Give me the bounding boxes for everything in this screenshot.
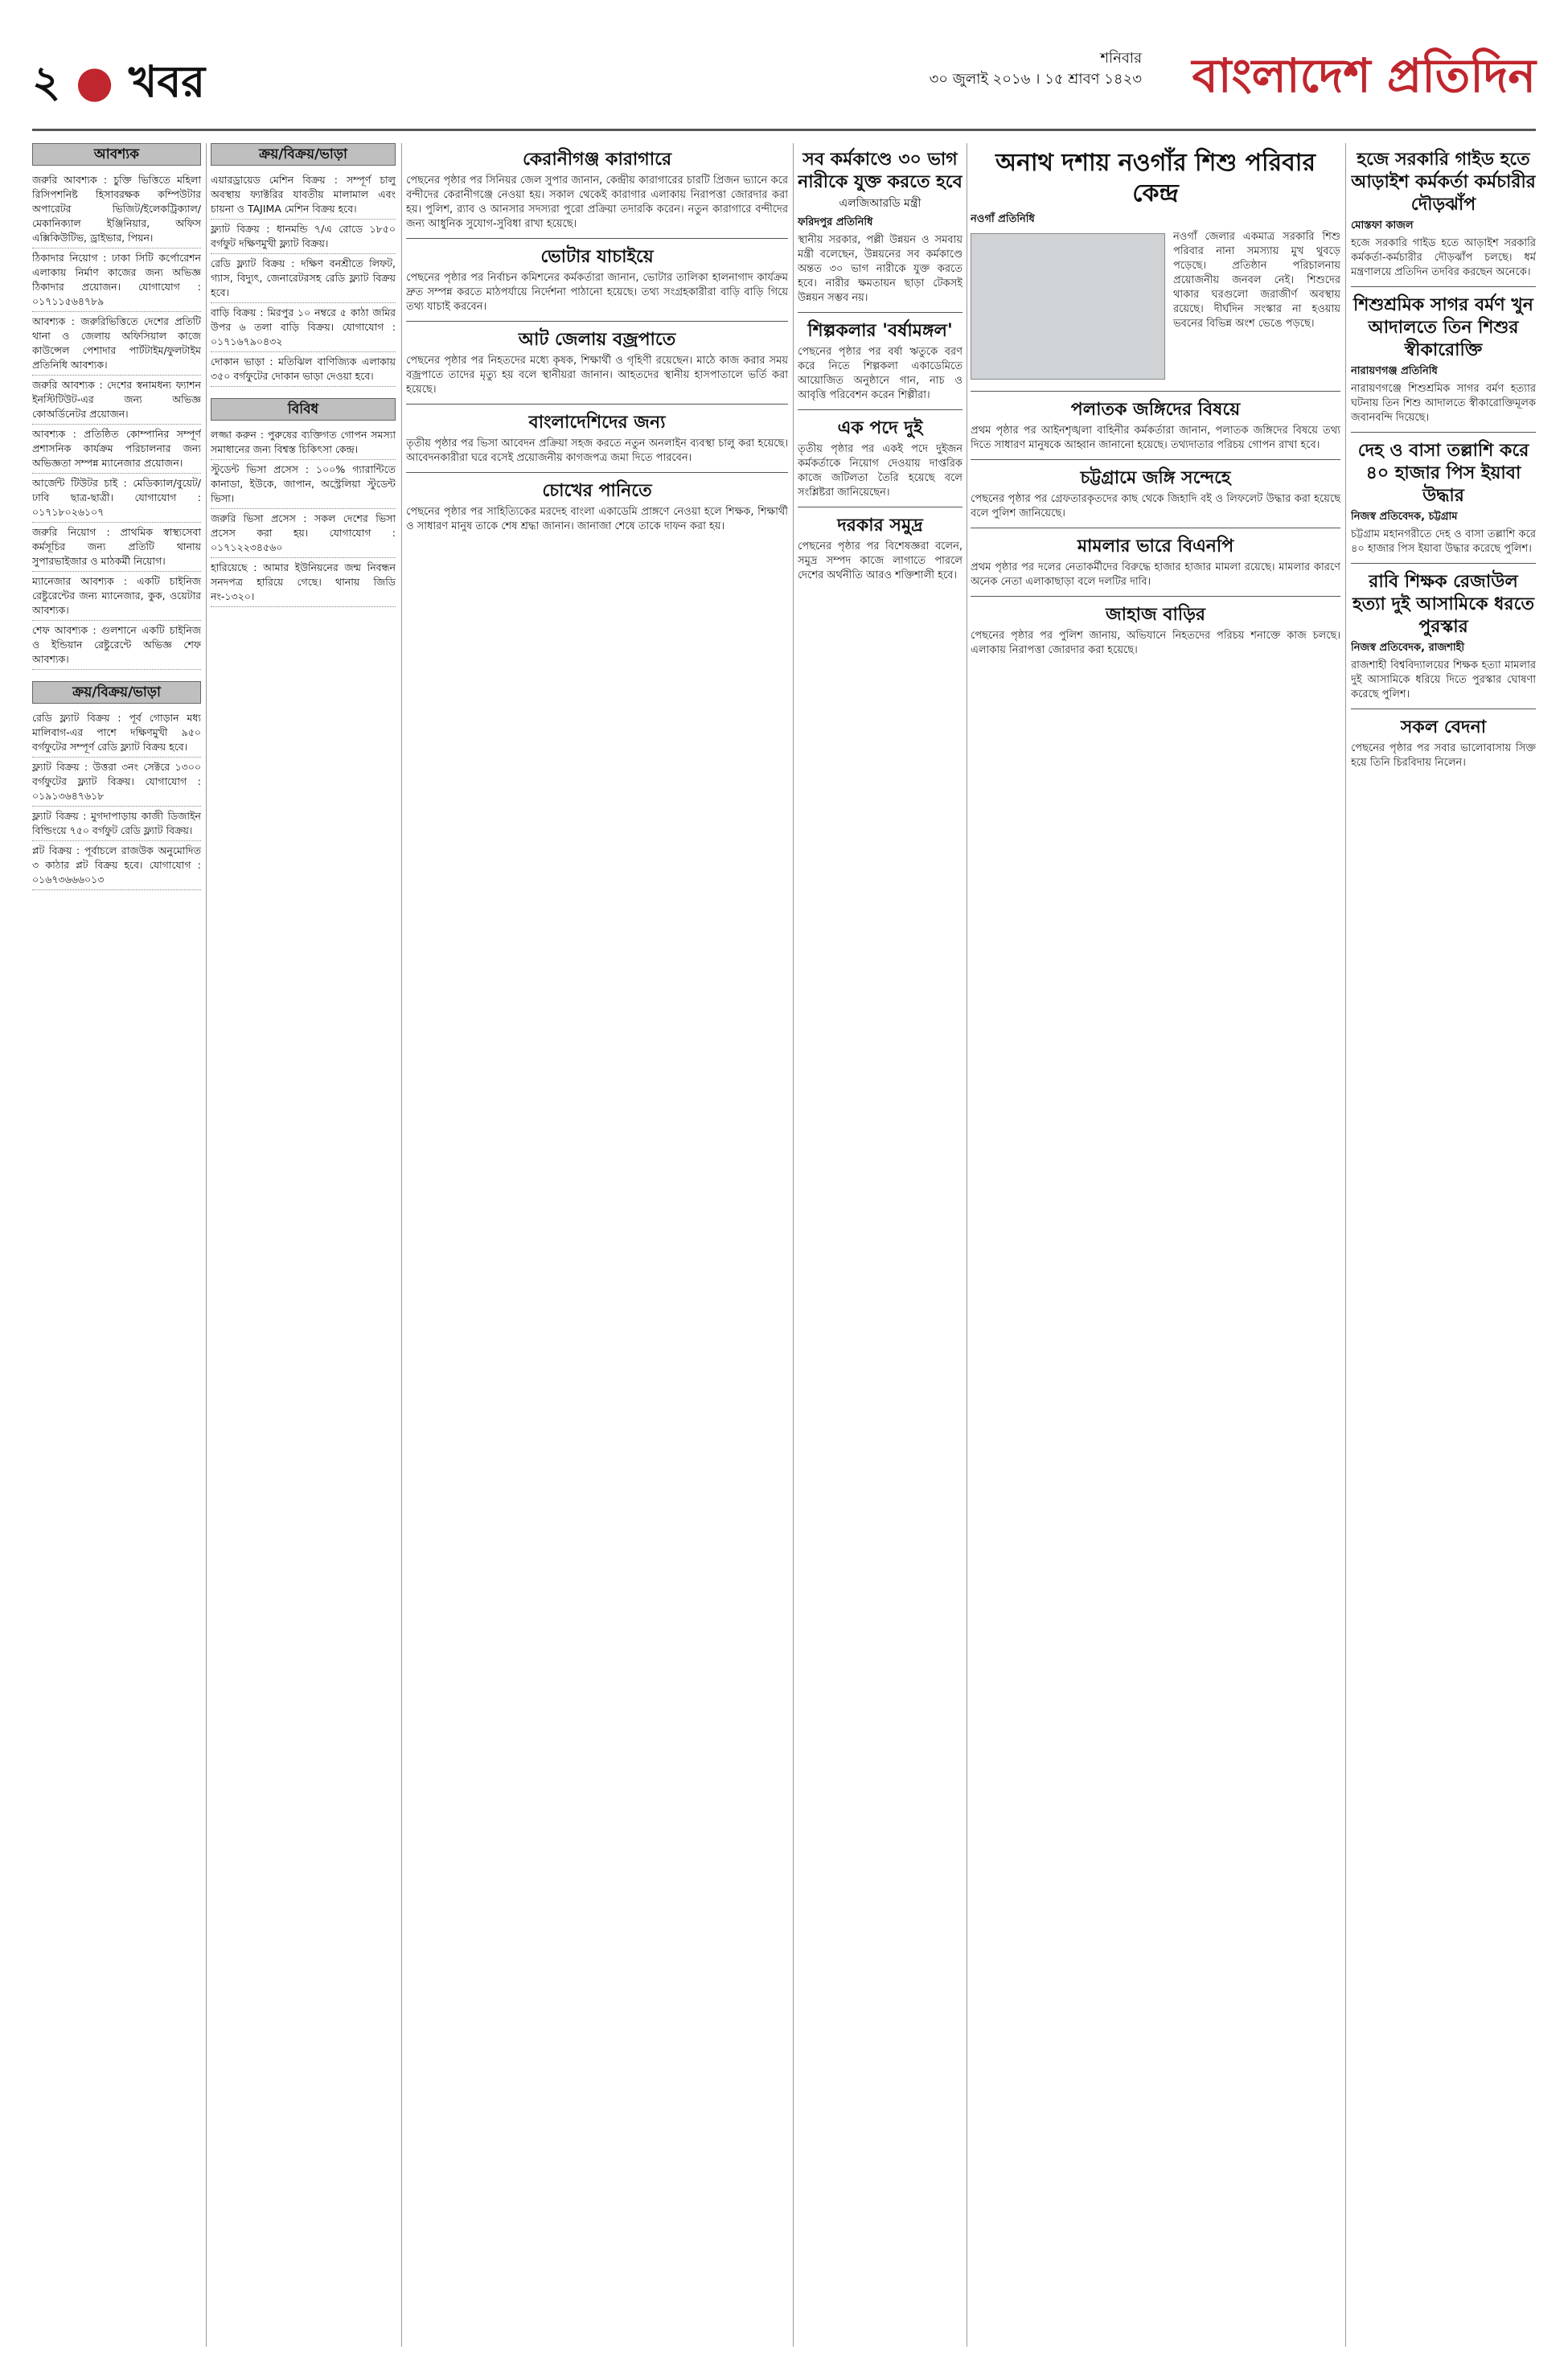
- story-body: পেছনের পৃষ্ঠার পর নির্বাচন কমিশনের কর্মকর্তারা জানান, ভোটার তালিকা হালনাগাদ কার্যক্রম দ্রুত সম্পন্ন করতে মাঠপর্যায়ে নির্দেশনা পাঠানো হয়েছে। তথ্য সংগ্রহকারীরা বাড়ি বাড়ি গিয়ে তথ্য যাচাই করবেন।: [406, 272, 788, 313]
- page-number: ২ ● খবর: [32, 55, 206, 107]
- byline: নিজস্ব প্রতিবেদক, চট্টগ্রাম: [1351, 511, 1458, 523]
- headline: চট্টগ্রামে জঙ্গি সন্দেহে: [1080, 467, 1231, 488]
- story-divider: [1351, 432, 1536, 433]
- story-body: পেছনের পৃষ্ঠার পর নিহতদের মধ্যে কৃষক, শিক্ষার্থী ও গৃহিণী রয়েছেন। মাঠে কাজ করার সময় বজ্রপাতে তাদের মৃত্যু হয় বলে স্থানীয়রা জানান। আহতদের স্থানীয় হাসপাতালে ভর্তি করা হয়েছে।: [406, 355, 788, 396]
- headline: কেরানীগঞ্জ কারাগারে: [522, 149, 672, 170]
- story-body: প্রথম পৃষ্ঠার পর আইনশৃঙ্খলা বাহিনীর কর্মকর্তারা জানান, পলাতক জঙ্গিদের বিষয়ে তথ্য দিতে সাধারণ মানুষকে আহ্বান জানানো হয়েছে। তথ্যদাতার পরিচয় গোপন রাখা হবে।: [971, 425, 1340, 451]
- classifieds-column-1: [32, 143, 201, 2347]
- story-body: প্রথম পৃষ্ঠার পর দলের নেতাকর্মীদের বিরুদ্ধে হাজার হাজার মামলা রয়েছে। মামলার কারণে অনেক নেতা এলাকাছাড়া বলে দলটির দাবি।: [971, 561, 1340, 588]
- lead-headline: অনাথ দশায় নওগাঁর শিশু পরিবার কেন্দ্র: [995, 149, 1316, 207]
- classified-ad: স্টুডেন্ট ভিসা প্রসেস : ১০০% গ্যারান্টিতে কানাডা, ইউকে, জাপান, অস্ট্রেলিয়া স্টুডেন্ট ভিসা।: [211, 460, 396, 509]
- byline: নিজস্ব প্রতিবেদক, রাজশাহী: [1351, 642, 1465, 654]
- classified-ad: প্লট বিক্রয় : পূর্বাচলে রাজউক অনুমোদিত ৩ কাঠার প্লট বিক্রয় হবে। যোগাযোগ : ০১৬৭৩৬৬৬০১৩: [32, 841, 201, 890]
- headline: ভোটার যাচাইয়ে: [540, 246, 654, 267]
- krayo-header-2: ক্রয়/বিক্রয়/ভাড়া: [211, 143, 396, 166]
- avashyak-header: আবশ্যক: [32, 143, 201, 166]
- headline: দরকার সমুদ্র: [837, 515, 923, 536]
- headline: জাহাজ বাড়ির: [1105, 604, 1206, 625]
- story-body: রাজশাহী বিশ্ববিদ্যালয়ের শিক্ষক হত্যা মামলার দুই আসামিকে ধরিয়ে দিতে পুরস্কার ঘোষণা করেছে পুলিশ।: [1351, 659, 1536, 700]
- news-column-6: [1351, 143, 1536, 2347]
- classified-ad: রেডি ফ্ল্যাট বিক্রয় : দক্ষিণ বনশ্রীতে লিফট, গ্যাস, বিদ্যুৎ, জেনারেটরসহ রেডি ফ্ল্যাট বিক্রয় হবে।: [211, 254, 396, 303]
- masthead-rule: [32, 129, 1536, 131]
- story-body: তৃতীয় পৃষ্ঠার পর ভিসা আবেদন প্রক্রিয়া সহজ করতে নতুন অনলাইন ব্যবস্থা চালু করা হয়েছে। আবেদনকারীরা ঘরে বসেই প্রয়োজনীয় কাগজপত্র জমা দিতে পারবেন।: [406, 437, 788, 464]
- classifieds-column-2: [211, 143, 396, 2347]
- column-divider: [1345, 143, 1346, 2347]
- byline: নওগাঁ প্রতিনিধি: [971, 213, 1035, 225]
- classified-ad: জরুরি ভিসা প্রসেস : সকল দেশের ভিসা প্রসেস করা হয়। যোগাযোগ : ০১৭১২২৩৪৫৬০: [211, 509, 396, 558]
- date-block: [804, 48, 1142, 90]
- story-body: পেছনের পৃষ্ঠার পর পুলিশ জানায়, অভিযানে নিহতদের পরিচয় শনাক্তে কাজ চলছে। এলাকায় নিরাপত্তা জোরদার করা হয়েছে।: [971, 630, 1340, 656]
- headline: শিশুশ্রমিক সাগর বর্মণ খুন আদালতে তিন শিশুর স্বীকারোক্তি: [1353, 294, 1533, 360]
- column-divider: [206, 143, 207, 2347]
- story-divider: [971, 596, 1340, 597]
- headline: রাবি শিক্ষক রেজাউল হত্যা দুই আসামিকে ধরতে পুরস্কার: [1353, 571, 1534, 637]
- bibidh-header: বিবিধ: [211, 398, 396, 421]
- story-divider: [1351, 286, 1536, 287]
- column-divider: [793, 143, 794, 2347]
- masthead: [32, 48, 1536, 107]
- classified-ad: আবশ্যক : জরুরিভিত্তিতে দেশের প্রতিটি থানা ও জেলায় অফিসিয়াল কাজে কাউন্সেল পেশাদার পার্টটাইম/ফুলটাইম প্রতিনিধি আবশ্যক।: [32, 312, 201, 376]
- date: ৩০ জুলাই ২০১৬ । ১৫ শ্রাবণ ১৪২৩: [929, 71, 1142, 88]
- headline: দেহ ও বাসা তল্লাশি করে ৪০ হাজার পিস ইয়াবা উদ্ধার: [1357, 440, 1529, 506]
- classified-ad: আবশ্যক : প্রতিষ্ঠিত কোম্পানির সম্পূর্ণ প্রশাসনিক কার্যক্রম পরিচালনার জন্য অভিজ্ঞতা সম্পন্ন ম্যানেজার প্রয়োজন।: [32, 425, 201, 474]
- story-divider: [406, 404, 788, 405]
- classified-ad: এয়ারড্রায়েড মেশিন বিক্রয় : সম্পূর্ণ চালু অবস্থায় ফ্যাক্টরির যাবতীয় মালামাল এবং চায়না ও TAJIMA মেশিন বিক্রয় হবে।: [211, 170, 396, 220]
- headline: সব কর্মকাণ্ডে ৩০ ভাগ নারীকে যুক্ত করতে হবে: [798, 149, 963, 192]
- byline: ফরিদপুর প্রতিনিধি: [798, 216, 873, 228]
- headline: এক পদে দুই: [837, 417, 923, 438]
- classified-ad: জরুরি আবশ্যক : দেশের স্বনামধন্য ফ্যাশন ইনস্টিটিউট-এর জন্য অভিজ্ঞ কোঅর্ডিনেটর প্রয়োজন।: [32, 376, 201, 425]
- story-body: স্থানীয় সরকার, পল্লী উন্নয়ন ও সমবায় মন্ত্রী বলেছেন, উন্নয়নের সব কর্মকাণ্ডে অন্তত ৩০ ভাগ নারীকে যুক্ত করতে হবে। নারীর ক্ষমতায়ন ছাড়া টেকসই উন্নয়ন সম্ভব নয়।: [798, 234, 963, 304]
- headline: হজে সরকারি গাইড হতে আড়াইশ কর্মকর্তা কর্মচারীর দৌড়ঝাঁপ: [1351, 149, 1536, 215]
- classified-ad: দোকান ভাড়া : মতিঝিল বাণিজ্যিক এলাকায় ৩৫০ বর্গফুটের দোকান ভাড়া দেওয়া হবে।: [211, 352, 396, 387]
- classified-ad: ম্যানেজার আবশ্যক : একটি চাইনিজ রেষ্টুরেন্টের জন্য ম্যানেজার, কুক, ওয়েটার আবশ্যক।: [32, 572, 201, 621]
- story-divider: [1351, 563, 1536, 564]
- classified-ad: শেফ আবশ্যক : গুলশানে একটি চাইনিজ ও ইন্ডিয়ান রেষ্টুরেন্টে অভিজ্ঞ শেফ আবশ্যক।: [32, 621, 201, 670]
- headline: মামলার ভারে বিএনপি: [1077, 536, 1234, 557]
- classified-ad: জরুরি আবশ্যক : চুক্তি ভিত্তিতে মহিলা রিসিপশনিষ্ট হিসাবরক্ষক কম্পিউটার অপারেটর ভিজিট/ইলেকট্রিক্যাল/মেকানিক্যাল ইঞ্জিনিয়ার, অফিস এক্সিকিউটিভ, ড্রাইভার, পিয়ন।: [32, 170, 201, 248]
- news-column-5: [971, 143, 1340, 2347]
- classified-ad: ঠিকাদার নিয়োগ : ঢাকা সিটি কর্পোরেশন এলাকায় নির্মাণ কাজের জন্য অভিজ্ঞ ঠিকাদার প্রয়োজন। যোগাযোগ : ০১৭১১৫৬৪৭৮৯: [32, 248, 201, 312]
- classified-ad: জরুরি নিয়োগ : প্রাথমিক স্বাস্থ্যসেবা কর্মসূচির জন্য প্রতিটি থানায় সুপারভাইজার ও মাঠকর্মী নিয়োগ।: [32, 523, 201, 572]
- classified-ad: ফ্ল্যাট বিক্রয় : ধানমন্ডি ৭/এ রোডে ১৮৫০ বর্গফুট দক্ষিণমুখী ফ্ল্যাট বিক্রয়।: [211, 220, 396, 254]
- story-body: চট্টগ্রাম মহানগরীতে দেহ ও বাসা তল্লাশি করে ৪০ হাজার পিস ইয়াবা উদ্ধার করেছে পুলিশ।: [1351, 528, 1536, 555]
- brand-logo: বাংলাদেশ প্রতিদিন: [1192, 48, 1536, 103]
- classified-ad: রেডি ফ্ল্যাট বিক্রয় : পূর্ব গোড়ান মধ্য মালিবাগ-এর পাশে দক্ষিণমুখী ৯৫০ বর্গফুটের সম্পূর্ণ রেডি ফ্ল্যাট বিক্রয় হবে।: [32, 709, 201, 758]
- news-column-4: [798, 143, 963, 2347]
- story-divider: [798, 312, 963, 313]
- headline: শিল্পকলার 'বর্ষামঙ্গল': [807, 320, 953, 341]
- classified-ad: ফ্ল্যাট বিক্রয় : উত্তরা ৩নং সেক্টরে ১৩০০ বর্গফুটের ফ্ল্যাট বিক্রয়। যোগাযোগ : ০১৯১৩৬৪৭৬১৮: [32, 758, 201, 807]
- story-divider: [971, 459, 1340, 460]
- story-divider: [971, 391, 1340, 392]
- news-column-3: [406, 143, 788, 2347]
- krayo-header: ক্রয়/বিক্রয়/ভাড়া: [32, 681, 201, 704]
- story-body: পেছনের পৃষ্ঠার পর সিনিয়র জেল সুপার জানান, কেন্দ্রীয় কারাগারের চারটি প্রিজন ভ্যানে করে বন্দীদের কেরানীগঞ্জে নেওয়া হয়। সকাল থেকেই কারাগার এলাকায় নিরাপত্তা জোরদার করা হয়। পুলিশ, র‍্যাব ও আনসার সদস্যরা পুরো প্রক্রিয়া তদারকি করেন। নতুন কারাগারে বন্দীদের জন্য আধুনিক সুযোগ-সুবিধা রাখা হয়েছে।: [406, 175, 788, 230]
- story-body: পেছনের পৃষ্ঠার পর বর্ষা ঋতুকে বরণ করে নিতে শিল্পকলা একাডেমিতে আয়োজিত অনুষ্ঠানে গান, নাচ ও আবৃত্তি পরিবেশন করেন শিল্পীরা।: [798, 346, 963, 401]
- story-body: পেছনের পৃষ্ঠার পর বিশেষজ্ঞরা বলেন, সমুদ্র সম্পদ কাজে লাগাতে পারলে দেশের অর্থনীতি আরও শক্তিশালী হবে।: [798, 540, 963, 581]
- story-divider: [798, 409, 963, 410]
- story-body: নারায়ণগঞ্জে শিশুশ্রমিক সাগর বর্মণ হত্যার ঘটনায় তিন শিশু আদালতে স্বীকারোক্তিমূলক জবানবন্দি দিয়েছে।: [1351, 383, 1536, 424]
- story-body: পেছনের পৃষ্ঠার পর সাহিত্যিকের মরদেহ বাংলা একাডেমি প্রাঙ্গণে নেওয়া হলে শিক্ষক, শিক্ষার্থী ও সাধারণ মানুষ তাকে শেষ শ্রদ্ধা জানান। জানাজা শেষে তাকে দাফন করা হয়।: [406, 506, 788, 532]
- classified-ad: ফ্ল্যাট বিক্রয় : মুগদাপাড়ায় কাজী ডিজাইন বিল্ডিংয়ে ৭৫০ বর্গফুট রেডি ফ্ল্যাট বিক্রয়।: [32, 807, 201, 841]
- byline: মোস্তফা কাজল: [1351, 220, 1414, 232]
- story-divider: [406, 321, 788, 322]
- headline: চোখের পানিতে: [542, 480, 652, 501]
- story-body: তৃতীয় পৃষ্ঠার পর একই পদে দুইজন কর্মকর্তাকে নিয়োগ দেওয়ায় দাপ্তরিক কাজে জটিলতা তৈরি হয়েছে বলে সংশ্লিষ্টরা জানিয়েছেন।: [798, 443, 963, 499]
- headline: আট জেলায় বজ্রপাতে: [518, 329, 676, 350]
- story-body: নওগাঁ জেলার একমাত্র সরকারি শিশু পরিবার নানা সমস্যায় মুখ থুবড়ে পড়েছে। প্রতিষ্ঠান পরিচালনায় প্রয়োজনীয় জনবল নেই। শিশুদের থাকার ঘরগুলো জরাজীর্ণ অবস্থায় রয়েছে। দীর্ঘদিন সংস্কার না হওয়ায় ভবনের বিভিন্ন অংশ ভেঙে পড়ছে।: [1173, 231, 1340, 330]
- story-body: পেছনের পৃষ্ঠার পর সবার ভালোবাসায় সিক্ত হয়ে তিনি চিরবিদায় নিলেন।: [1351, 742, 1536, 769]
- story-body: পেছনের পৃষ্ঠার পর গ্রেফতারকৃতদের কাছ থেকে জিহাদি বই ও লিফলেট উদ্ধার করা হয়েছে বলে পুলিশ জানিয়েছে।: [971, 493, 1340, 520]
- headline: সকল বেদনা: [1400, 717, 1487, 737]
- story-divider: [406, 238, 788, 239]
- story-divider: [406, 472, 788, 473]
- classified-ad: লজ্জা করুন : পুরুষের ব্যক্তিগত গোপন সমস্যা সমাধানের জন্য বিশ্বস্ত চিকিৎসা কেন্দ্র।: [211, 425, 396, 460]
- classified-ad: আর্জেন্ট টিউটর চাই : মেডিক্যাল/বুয়েট/ঢাবি ছাত্র-ছাত্রী। যোগাযোগ : ০১৭১৮০২৬১০৭: [32, 474, 201, 523]
- story-body: হজে সরকারি গাইড হতে আড়াইশ সরকারি কর্মকর্তা-কর্মচারীর দৌড়ঝাঁপ চলছে। ধর্ম মন্ত্রণালয়ে প্রতিদিন তদবির করছেন অনেকে।: [1351, 237, 1536, 278]
- headline: পলাতক জঙ্গিদের বিষয়ে: [1070, 399, 1241, 420]
- day: শনিবার: [1100, 50, 1142, 67]
- classified-ad: হারিয়েছে : আমার ইউনিয়নের জন্ম নিবন্ধন সনদপত্র হারিয়ে গেছে। থানায় জিডি নং-১৩২০।: [211, 558, 396, 607]
- headline: বাংলাদেশিদের জন্য: [528, 412, 666, 433]
- subheadline: এলজিআরডি মন্ত্রী: [839, 197, 922, 210]
- column-divider: [401, 143, 402, 2347]
- byline: নারায়ণগঞ্জ প্রতিনিধি: [1351, 365, 1438, 377]
- classified-ad: বাড়ি বিক্রয় : মিরপুর ১০ নম্বরে ৫ কাঠা জমির উপর ৬ তলা বাড়ি বিক্রয়। যোগাযোগ : ০১৭১৬৭৯০৪৩২: [211, 303, 396, 352]
- news-photo: [971, 233, 1165, 380]
